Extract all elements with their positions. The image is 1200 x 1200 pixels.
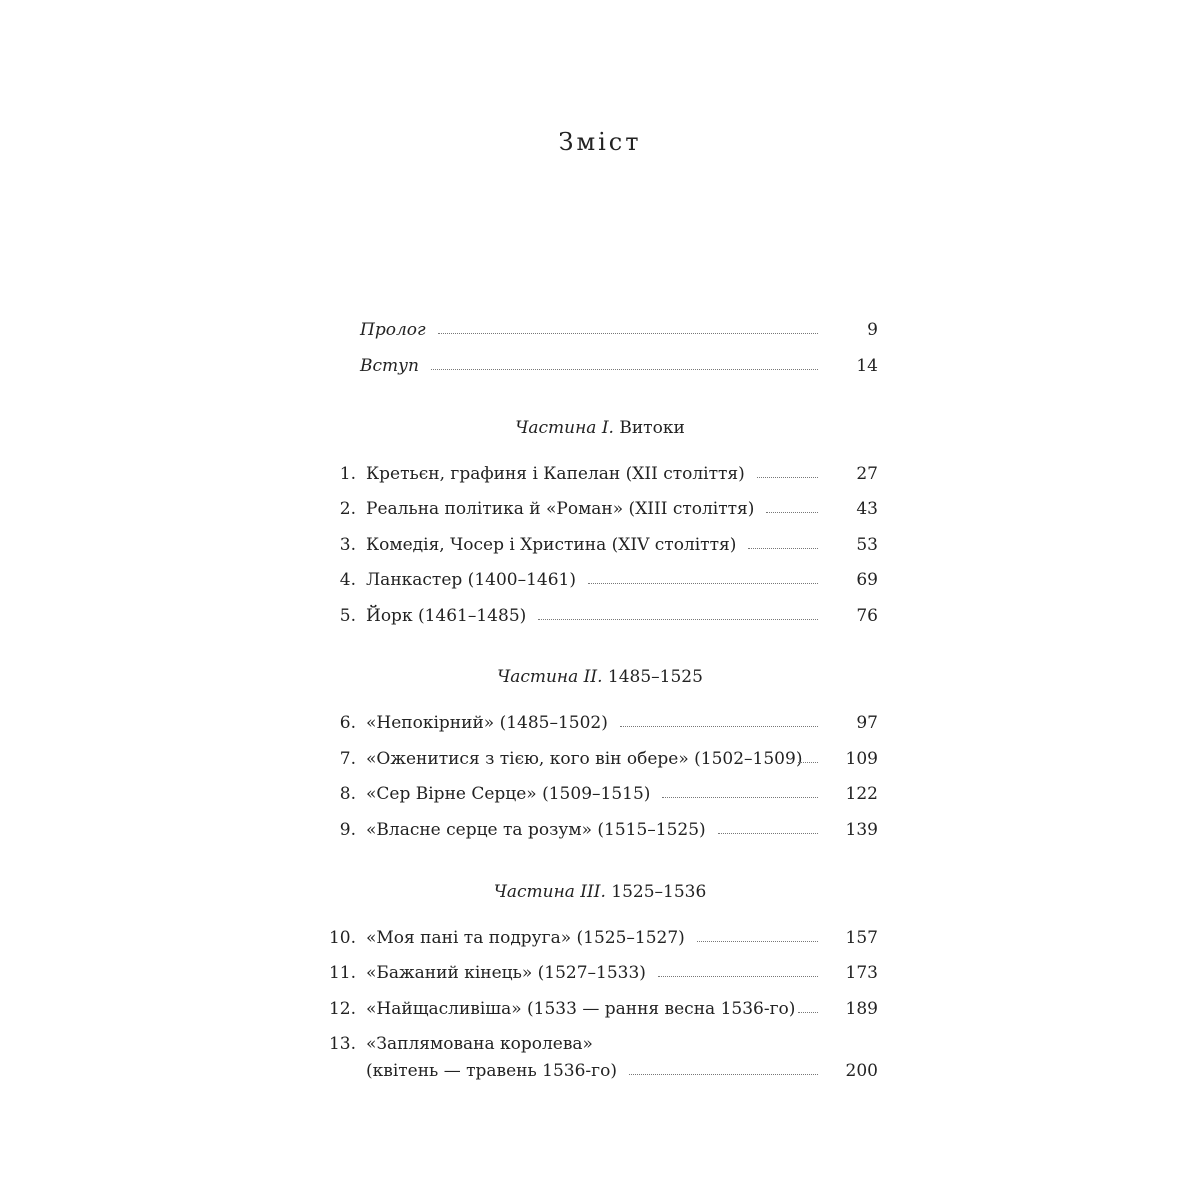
- toc-page-number: 139: [845, 820, 878, 840]
- toc-entry-chapter[interactable]: [320, 533, 878, 557]
- toc-entry-chapter[interactable]: [320, 926, 878, 950]
- toc-entry-text: «Власне серце та розум» (1515–1525): [366, 820, 706, 840]
- chapter-number: 5.: [339, 606, 356, 626]
- part-heading: [0, 665, 1200, 689]
- leader-dots: [748, 548, 818, 549]
- toc-entry-text: «Бажаний кінець» (1527–1533): [366, 963, 646, 983]
- toc-entry-chapter[interactable]: [320, 747, 878, 771]
- toc-entry-chapter[interactable]: [320, 997, 878, 1021]
- leader-dots: [662, 797, 818, 798]
- toc-page-number: 14: [856, 356, 878, 376]
- toc-entry-chapter[interactable]: [320, 1032, 878, 1056]
- leader-dots: [798, 762, 818, 763]
- toc-entry-text: Реальна політика й «Роман» (XIII століття): [366, 499, 755, 519]
- toc-entry-chapter[interactable]: [320, 604, 878, 628]
- toc-entry-chapter[interactable]: [320, 782, 878, 806]
- chapter-number: 7.: [339, 749, 356, 769]
- leader-dots: [629, 1074, 818, 1075]
- toc-page-number: 173: [845, 963, 878, 983]
- toc-page-number: 200: [845, 1061, 878, 1081]
- leader-dots: [757, 477, 818, 478]
- chapter-number: 2.: [339, 499, 356, 519]
- chapter-number: 6.: [339, 713, 356, 733]
- toc-page-number: 157: [845, 928, 878, 948]
- toc-entry-chapter[interactable]: [320, 568, 878, 592]
- toc-entry-text: «Оженитися з тією, кого він обере» (1502–1509): [366, 749, 803, 769]
- leader-dots: [718, 833, 818, 834]
- page-title: Зміст: [558, 128, 642, 156]
- toc-entry-introduction[interactable]: [320, 354, 878, 378]
- toc-page-number: 9: [867, 320, 878, 340]
- toc-entry-text: «Моя пані та подруга» (1525–1527): [366, 928, 685, 948]
- toc-entry-text: Пролог: [360, 320, 426, 340]
- toc-page-number: 122: [845, 784, 878, 804]
- leader-dots: [798, 1012, 818, 1013]
- toc-entry-chapter[interactable]: [320, 711, 878, 735]
- chapter-number: 8.: [339, 784, 356, 804]
- toc-page-number: 76: [856, 606, 878, 626]
- toc-entry-chapter[interactable]: [320, 462, 878, 486]
- toc-page-number: 27: [856, 464, 878, 484]
- toc-entry-text: (квітень — травень 1536-го): [366, 1061, 617, 1081]
- toc-page-number: 43: [856, 499, 878, 519]
- toc-entry-text: «Сер Вірне Серце» (1509–1515): [366, 784, 651, 804]
- toc-entry-chapter[interactable]: [320, 818, 878, 842]
- toc-entry-chapter[interactable]: [320, 961, 878, 985]
- chapter-number: 3.: [339, 535, 356, 555]
- part-label: Частина II.: [497, 667, 603, 687]
- toc-page-number: 189: [845, 999, 878, 1019]
- toc-entry-text: Йорк (1461–1485): [366, 606, 527, 626]
- part-name: 1525–1536: [611, 882, 707, 902]
- toc-page-number: 97: [856, 713, 878, 733]
- leader-dots: [658, 976, 818, 977]
- leader-dots: [697, 941, 818, 942]
- toc-entry-text: «Непокірний» (1485–1502): [366, 713, 608, 733]
- toc-entry-chapter[interactable]: [320, 497, 878, 521]
- leader-dots: [766, 512, 818, 513]
- toc-entry-text: Комедія, Чосер і Христина (XIV століття): [366, 535, 737, 555]
- toc-page-number: 69: [856, 570, 878, 590]
- leader-dots: [588, 583, 818, 584]
- chapter-number: 4.: [339, 570, 356, 590]
- part-heading: [0, 880, 1200, 904]
- part-label: Частина I.: [515, 418, 614, 438]
- toc-page-number: 53: [856, 535, 878, 555]
- chapter-number: 10.: [328, 928, 356, 948]
- toc-entry-prologue[interactable]: [320, 318, 878, 342]
- toc-page-number: 109: [845, 749, 878, 769]
- part-name: 1485–1525: [607, 667, 703, 687]
- chapter-number: 11.: [328, 963, 356, 983]
- toc-entry-chapter-continuation[interactable]: [320, 1059, 878, 1083]
- leader-dots: [538, 619, 818, 620]
- toc-entry-text: Вступ: [360, 356, 419, 376]
- chapter-number: 1.: [339, 464, 356, 484]
- part-heading: [0, 416, 1200, 440]
- toc-entry-text: «Заплямована королева»: [366, 1034, 593, 1054]
- toc-entry-text: «Найщасливіша» (1533 — рання весна 1536-го): [366, 999, 796, 1019]
- leader-dots: [620, 726, 818, 727]
- toc-entry-text: Кретьєн, графиня і Капелан (XII століття): [366, 464, 745, 484]
- chapter-number: 13.: [328, 1034, 356, 1054]
- leader-dots: [431, 369, 818, 370]
- leader-dots: [438, 333, 818, 334]
- chapter-number: 12.: [328, 999, 356, 1019]
- toc-entry-text: Ланкастер (1400–1461): [366, 570, 576, 590]
- part-name: Витоки: [619, 418, 685, 438]
- part-label: Частина III.: [493, 882, 606, 902]
- chapter-number: 9.: [339, 820, 356, 840]
